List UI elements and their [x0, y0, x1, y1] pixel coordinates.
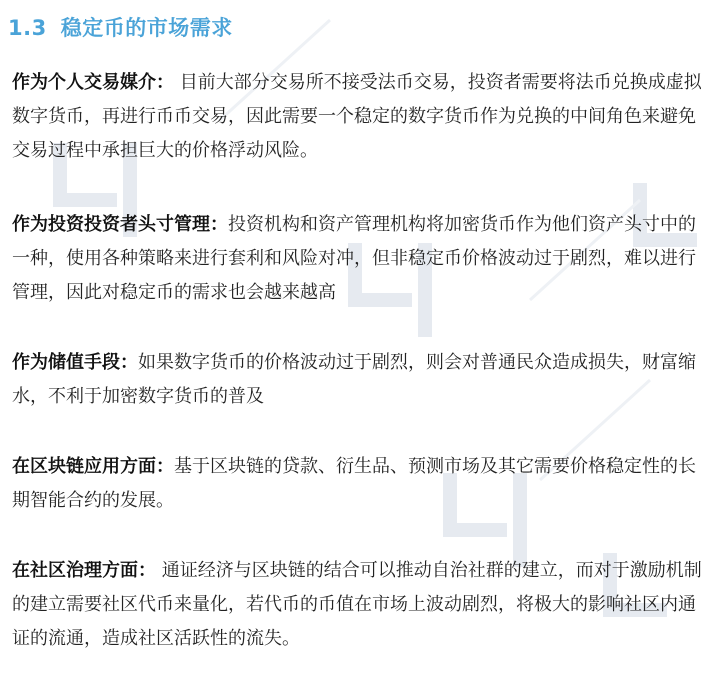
paragraph-position-management: [12, 208, 712, 310]
paragraph-store-of-value: [12, 346, 712, 414]
paragraph-text: 投资机构和资产管理机构将加密货币作为他们资产头寸中的一种，使用各种策略来进行套利和风险对冲，但非稳定币价格波动过于剧烈，难以进行管理，因此对稳定币的需求也会越来越高: [12, 214, 696, 303]
paragraph-text: 通证经济与区块链的结合可以推动自治社群的建立，而对于激励机制的建立需要社区代币来量化，若代币的币值在市场上波动剧烈，将极大的影响社区内通证的流通，造成社区活跃性的流失。: [12, 560, 702, 649]
paragraph-text: 基于区块链的贷款、衍生品、预测市场及其它需要价格稳定性的长期智能合约的发展。: [12, 456, 696, 511]
paragraph-personal-trading-medium: [12, 66, 712, 168]
paragraph-text: 如果数字货币的价格波动过于剧烈，则会对普通民众造成损失，财富缩水，不利于加密数字货币的普及: [12, 352, 696, 407]
section-number: 1.3: [8, 16, 47, 40]
paragraph-label: 作为个人交易媒介：: [12, 72, 174, 93]
paragraph-label: 作为储值手段：: [12, 352, 138, 373]
paragraph-label: 作为投资投资者头寸管理：: [12, 214, 228, 235]
paragraph-community-governance: [12, 554, 712, 656]
paragraph-label: 在区块链应用方面：: [12, 456, 174, 477]
paragraph-label: 在社区治理方面：: [12, 560, 156, 581]
section-header: [0, 0, 720, 58]
page-title: [8, 12, 233, 42]
paragraph-text: 目前大部分交易所不接受法币交易，投资者需要将法币兑换成虚拟数字货币，再进行币币交易，因此需要一个稳定的数字货币作为兑换的中间角色来避免交易过程中承担巨大的价格浮动风险。: [12, 72, 702, 161]
section-title: 稳定币的市场需求: [60, 16, 233, 40]
paragraph-blockchain-applications: [12, 450, 712, 518]
